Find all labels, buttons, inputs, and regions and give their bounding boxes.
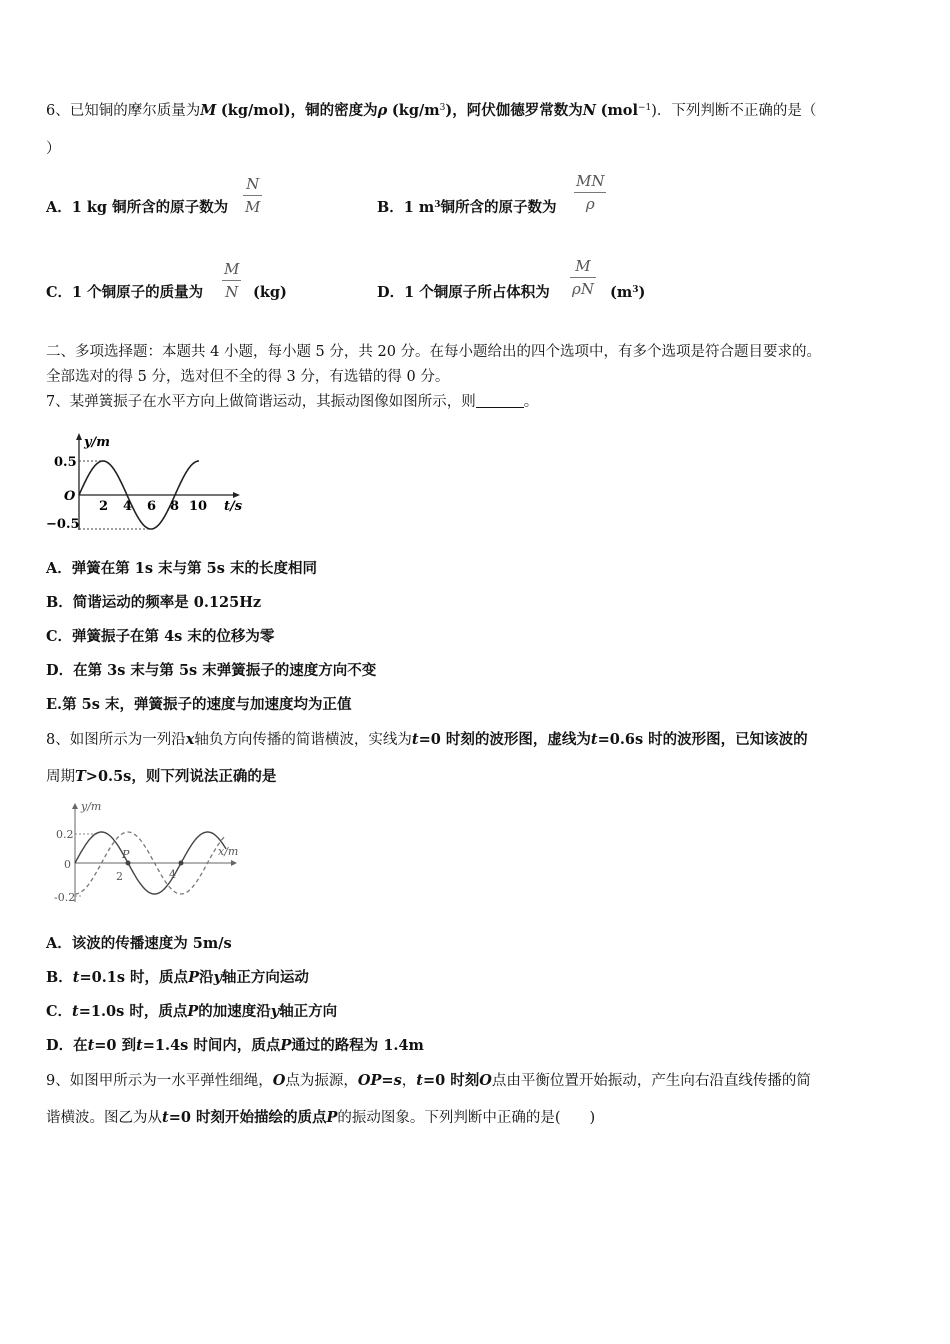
- q7-graph: [46, 430, 246, 540]
- q6-option-d[interactable]: D．1 个铜原子所占体积为: [377, 284, 550, 301]
- q7-option-c[interactable]: C．弹簧振子在第 4s 末的位移为零: [46, 628, 275, 645]
- q8-point-4: [179, 861, 184, 866]
- q6-option-d-unit: $(m^3)$: [610, 284, 646, 301]
- answer-blank[interactable]: [476, 393, 524, 408]
- q7-ytick-neg: −0.5: [46, 517, 80, 532]
- q7-xtick: 10: [189, 499, 208, 514]
- q8-stem-line1: 8、如图所示为一列沿x轴负方向传播的简谐横波，实线为t=0 时刻的波形图，虚线为t=0.6s 时的波形图，已知该波的: [46, 731, 808, 748]
- q7-xtick: 4: [123, 499, 133, 514]
- q6-option-c-unit: (kg): [253, 284, 287, 301]
- q7-origin: O: [64, 489, 76, 504]
- q7-xlabel: t/s: [224, 499, 243, 514]
- q7-xtick: 2: [99, 499, 109, 514]
- q9-stem-line1: 9、如图甲所示为一水平弹性细绳，O点为振源，OP=s，t=0 时刻O点由平衡位置开始振动，产生向右沿直线传播的简: [46, 1072, 811, 1089]
- q8-ytick-neg: -0.2: [54, 891, 76, 904]
- q6-stem: 6、已知铜的摩尔质量为M (kg/mol)，铜的密度为ρ $(kg/m^3)$，阿伏伽德罗常数为N (mol$^{-1}$)．下列判断不正确的是（: [46, 102, 817, 119]
- q8-option-c[interactable]: C．t=1.0s 时，质点P的加速度沿y轴正方向: [46, 1003, 338, 1020]
- q8-xlabel: x/m: [218, 845, 239, 858]
- q6-option-d-fraction: M ρN: [572, 257, 594, 298]
- q6-option-c-fraction: M N: [224, 260, 240, 301]
- q8-option-b[interactable]: B．t=0.1s 时，质点P沿y轴正方向运动: [46, 969, 309, 986]
- q8-origin: 0: [64, 858, 71, 871]
- q7-ytick-pos: 0.5: [54, 455, 77, 470]
- q6-option-a-fraction: N M: [245, 175, 261, 216]
- q8-stem-line2: 周期T>0.5s，则下列说法正确的是: [46, 768, 277, 785]
- q8-point-p: [126, 861, 131, 866]
- q6-stem-close: ）: [46, 141, 61, 157]
- q7-option-d[interactable]: D．在第 3s 末与第 5s 末弹簧振子的速度方向不变: [46, 662, 377, 679]
- q9-stem-line2: 谐横波。图乙为从t=0 时刻开始描绘的质点P的振动图象。下列判断中正确的是( ): [46, 1109, 596, 1126]
- q7-xtick: 8: [170, 499, 180, 514]
- q8-option-a[interactable]: A．该波的传播速度为 5m/s: [46, 935, 232, 952]
- q6-option-b[interactable]: B．1 $m^3$铜所含的原子数为: [377, 199, 557, 216]
- section2-line2: 全部选对的得 5 分，选对但不全的得 3 分，有选错的得 0 分。: [46, 369, 450, 385]
- q8-xtick-4: 4: [169, 868, 176, 881]
- q7-ylabel: y/m: [84, 435, 111, 450]
- q8-ylabel: y/m: [81, 800, 102, 813]
- q6-option-c[interactable]: C．1 个铜原子的质量为: [46, 284, 204, 301]
- q7-xtick: 6: [147, 499, 157, 514]
- q6-option-b-fraction: MN ρ: [576, 172, 605, 213]
- q8-ytick-pos: 0.2: [56, 828, 74, 841]
- q8-option-d[interactable]: D．在t=0 到t=1.4s 时间内，质点P通过的路程为 1.4m: [46, 1037, 424, 1054]
- q8-graph: [46, 798, 246, 908]
- q7-option-e[interactable]: E.第 5s 末，弹簧振子的速度与加速度均为正值: [46, 696, 352, 713]
- q7-option-a[interactable]: A．弹簧在第 1s 末与第 5s 末的长度相同: [46, 560, 317, 577]
- q7-stem: 7、某弹簧振子在水平方向上做简谐运动，其振动图像如图所示，则 。: [46, 394, 539, 410]
- q8-point-label: P: [122, 848, 130, 861]
- q8-xtick-2: 2: [116, 870, 123, 883]
- section2-line1: 二、多项选择题：本题共 4 小题，每小题 5 分，共 20 分。在每小题给出的四个选项中，有多个选项是符合题目要求的。: [46, 344, 822, 360]
- q6-option-a[interactable]: A．1 kg 铜所含的原子数为: [46, 199, 229, 216]
- q7-option-b[interactable]: B．简谐运动的频率是 0.125Hz: [46, 594, 262, 611]
